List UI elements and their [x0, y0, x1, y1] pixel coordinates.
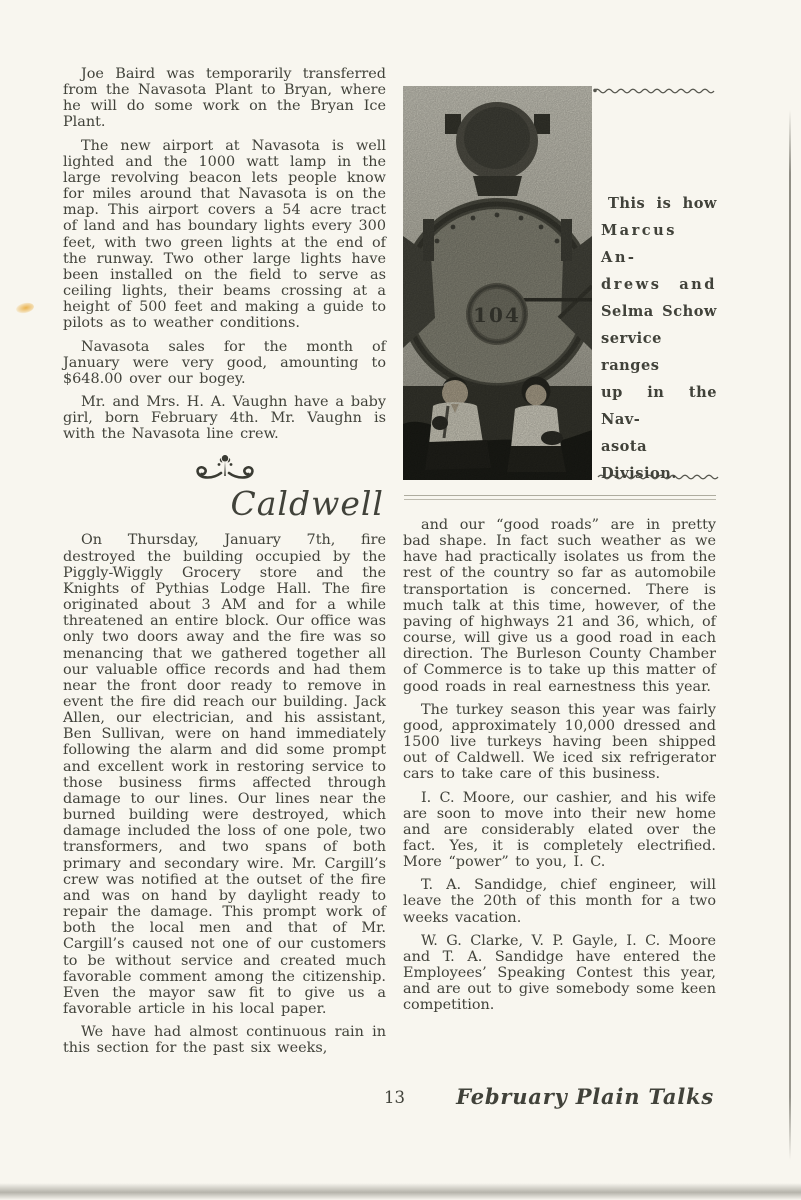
double-rule: [404, 495, 716, 500]
caption-line: asota Division.: [601, 438, 677, 482]
page-number: 13: [384, 1088, 405, 1107]
caption-line: This is how: [608, 195, 717, 212]
paragraph-good-roads: and our “good roads” are in pretty bad shape. In fact such weather as we have had practically isolates us from the rest of the country so far as automobile transportation is concerned. There is much talk at this time, however, of the paving of highways 21 and 36, which, of course, will give us a good road in each direction. The Burleson County Chamber of Commerce is to take up this matter of good roads in real earnestness this year.: [403, 517, 716, 695]
locomotive-photo: [403, 86, 592, 480]
caption-line: Marcus An-: [601, 222, 678, 266]
paragraph-sandidge-vacation: T. A. Sandidge, chief engineer, will leave the 20th of this month for a two weeks vacation.: [403, 877, 716, 926]
right-column: [403, 517, 716, 1021]
left-column: [63, 66, 386, 1063]
paragraph-navasota-sales: Navasota sales for the month of January were very good, amounting to $648.00 over our bogey.: [63, 338, 386, 387]
paragraph-speaking-contest: W. G. Clarke, V. P. Gayle, I. C. Moore and T. A. Sandidge have entered the Employees’ Speaking Contest this year, and are out to give somebody some keen competition.: [403, 932, 716, 1014]
footer: [384, 1084, 716, 1112]
paragraph-caldwell-rain: We have had almost continuous rain in this section for the past six weeks,: [63, 1024, 386, 1057]
caption-line: Selma Schow: [601, 303, 717, 320]
paragraph-turkey-season: The turkey season this year was fairly good, approximately 10,000 dressed and 1500 live turkeys having been shipped out of Caldwell. We iced six refrigerator cars to take care of this business.: [403, 701, 716, 783]
section-heading-caldwell: Caldwell: [230, 484, 384, 524]
fleuron-ornament-icon: [193, 452, 257, 482]
caption-line: up in the Nav-: [601, 384, 717, 428]
paragraph-vaughn: Mr. and Mrs. H. A. Vaughn have a baby girl, born February 4th. Mr. Vaughn is with the Navasota line crew.: [63, 393, 386, 443]
wavy-rule-top: [592, 87, 716, 95]
paragraph-airport: The new airport at Navasota is well lighted and the 1000 watt lamp in the large revolving beacon lets people know for miles around that Navasota is on the map. This airport covers a 54 acre tract of land and has boundary lights every 300 feet, with two green lights at the end of the runway. Two other large lights have been installed on the field to serve as ceiling lights, their beams crossing at a height of 500 feet and making a guide to pilots as to weather conditions.: [63, 137, 386, 332]
caption-line: service ranges: [601, 330, 662, 374]
photo-grain: [403, 86, 592, 480]
page-edge-line: [789, 110, 791, 1160]
paragraph-ic-moore: I. C. Moore, our cashier, and his wife are soon to move into their new home and are considerably elated over the fact. Yes, it is completely electrified. More “power” to you, I. C.: [403, 789, 716, 871]
caption-line: drews and: [601, 276, 717, 293]
svg-text:104: 104: [473, 303, 521, 327]
photo-caption: [601, 190, 717, 487]
bottom-shadow: [0, 1183, 801, 1200]
paragraph-joe-baird: Joe Baird was temporarily transferred from the Navasota Plant to Bryan, where he will do some work on the Bryan Ice Plant.: [63, 66, 386, 131]
ink-stain: [15, 301, 35, 315]
footer-title: February Plain Talks: [456, 1084, 714, 1109]
paragraph-caldwell-fire: On Thursday, January 7th, fire destroyed the building occupied by the Piggly-Wiggly Grocery store and the Knights of Pythias Lodge Hall. The fire originated about 3 AM and for a while threatened an entire block. Our office was only two doors away and the fire was so menancing that we gathered together all our valuable office records and had them near the front door ready to remove in event the fire did reach our building. Jack Allen, our electrician, and his assistant, Ben Sullivan, were on hand immediately following the alarm and did some prompt and excellent work in restoring service to those business firms affected through damage to our lines. Our lines near the burned building were destroyed, which damage included the loss of one pole, two transformers, and two spans of both primary and secondary wire. Mr. Cargill’s crew was notified at the outset of the fire and was on hand by daylight ready to repair the damage. This prompt work of both the local men and that of Mr. Cargill’s caused not one of our customers to be without service and created much favorable comment among the citizenship. Even the mayor saw fit to give us a favorable article in his local paper.: [63, 532, 386, 1017]
